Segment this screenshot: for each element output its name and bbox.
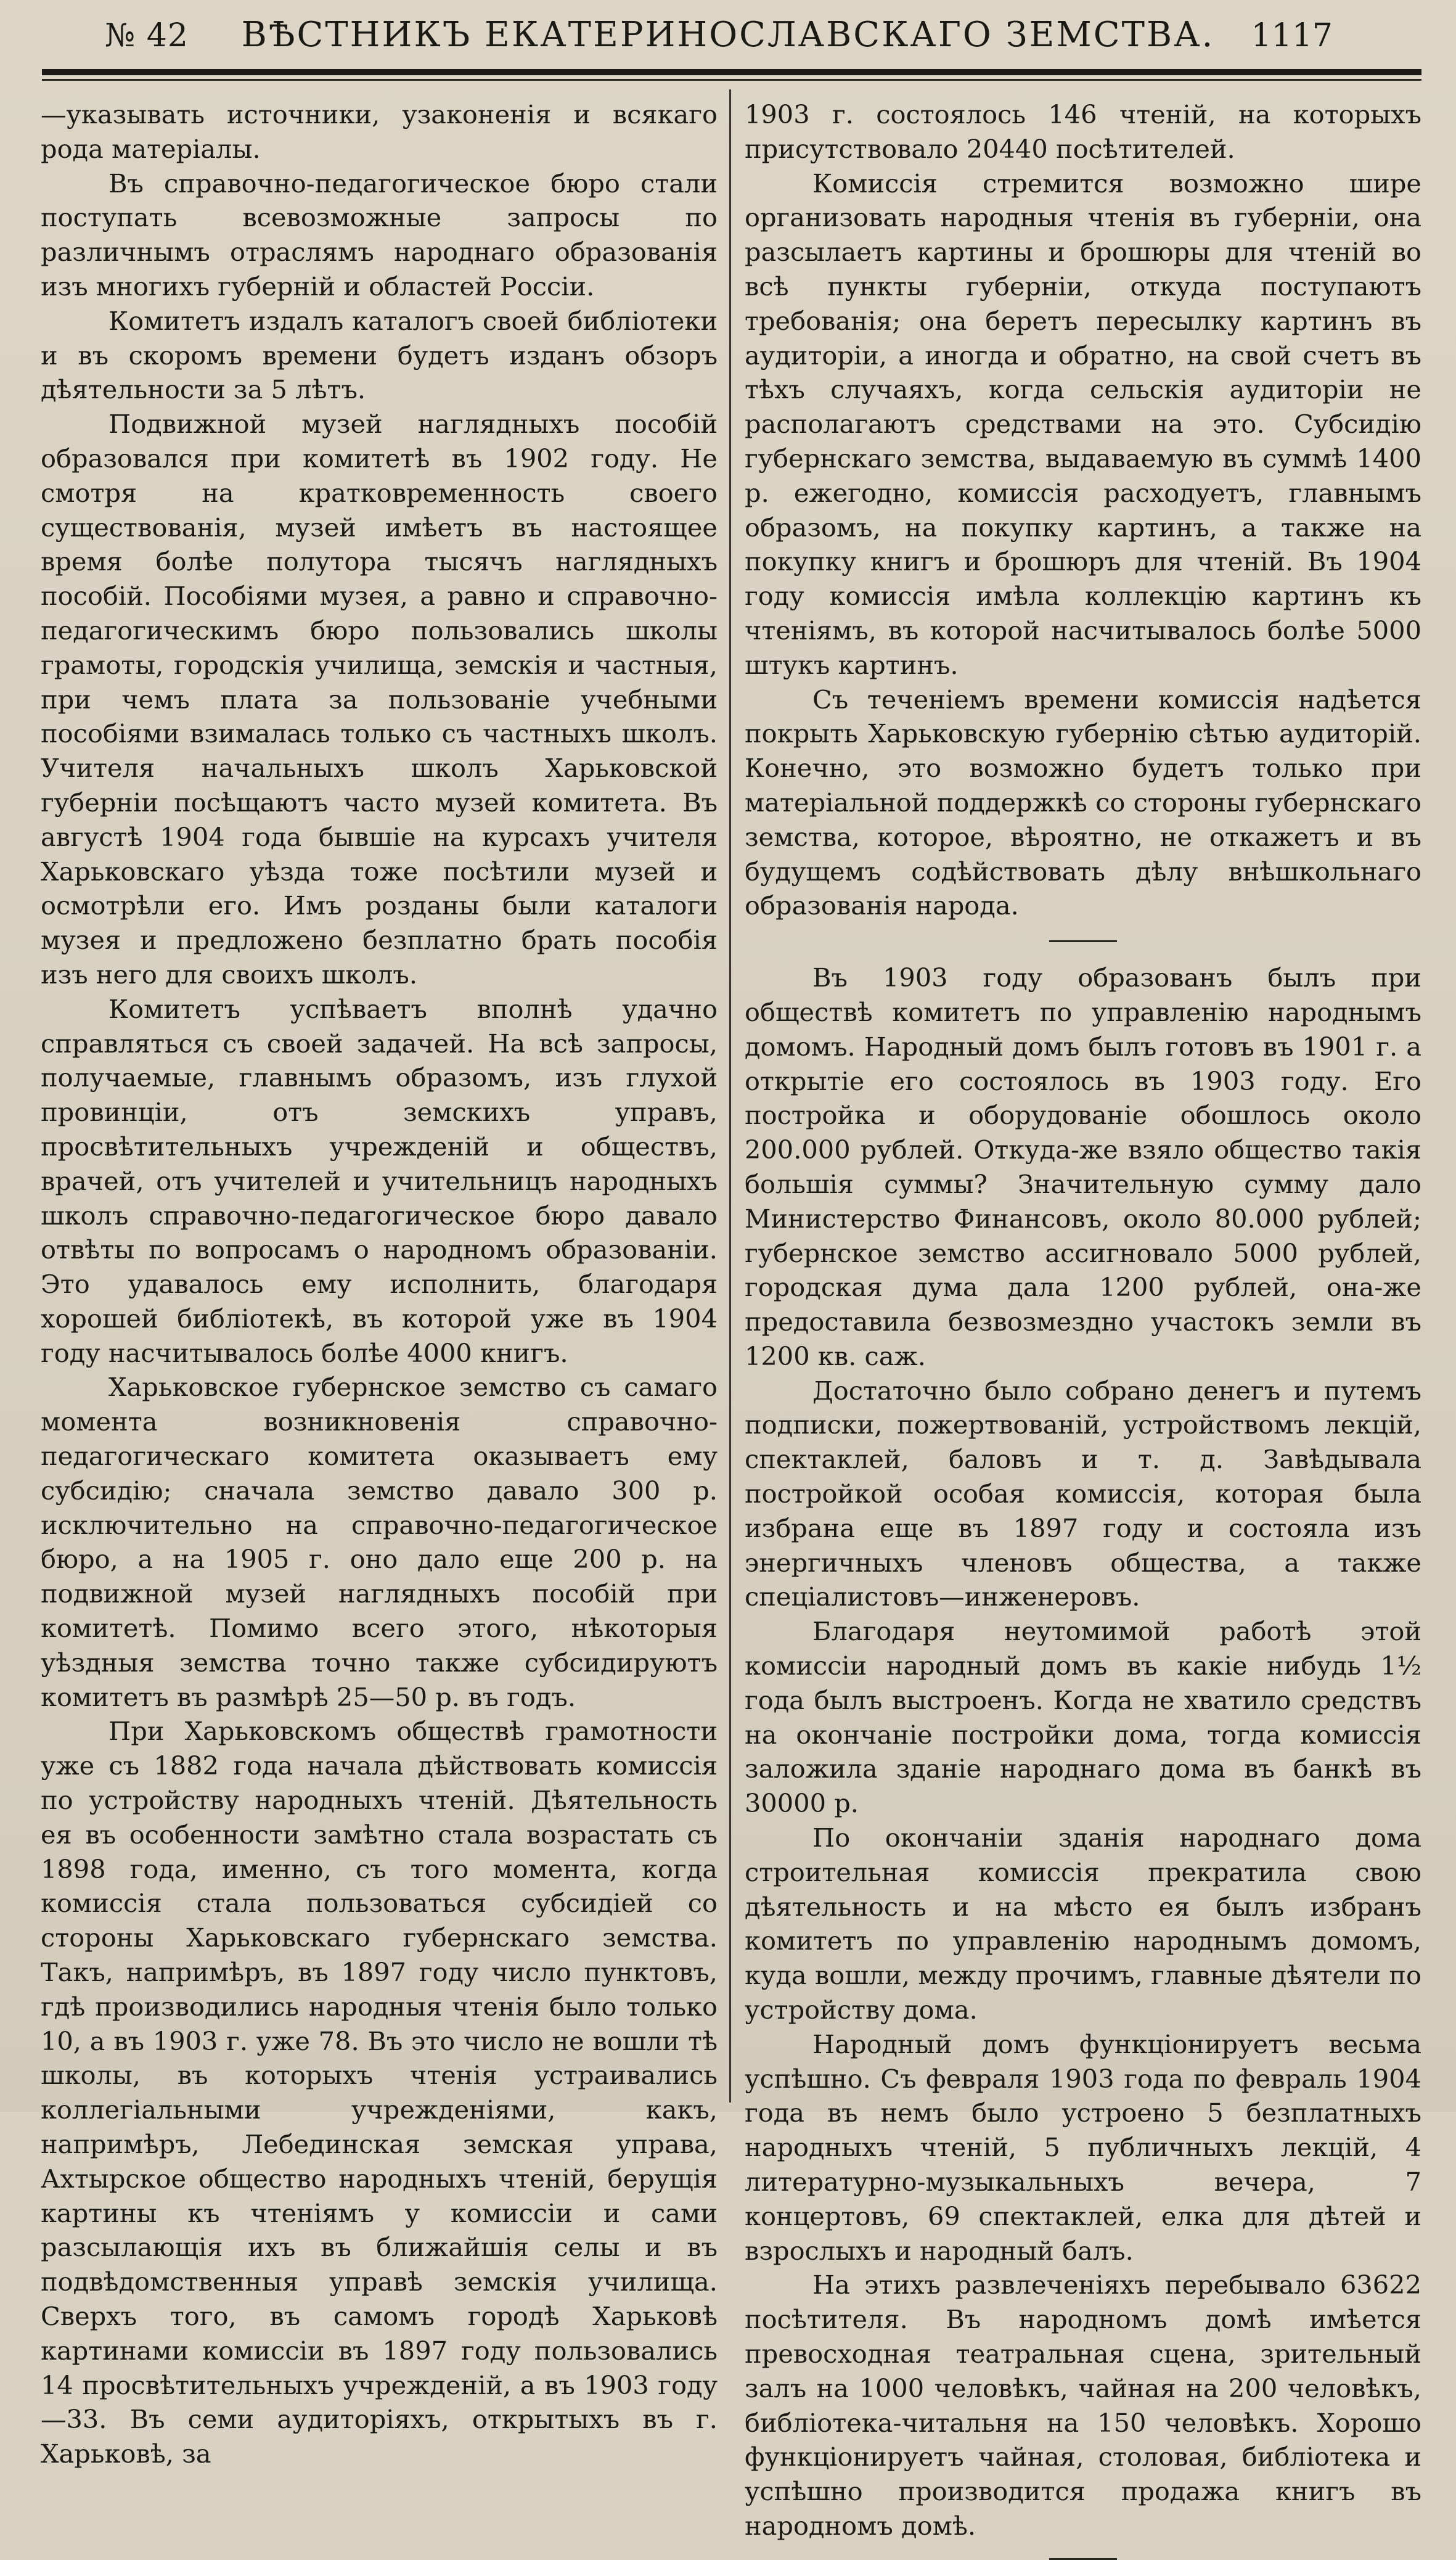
paragraph: Народный домъ функціонируетъ весьма успѣшно. Съ февраля 1903 года по февраль 1904 года въ немъ было устроено 5 безплатныхъ народныхъ чтеній, 5 публичныхъ лекцій, 4 литературно-музыкальныхъ вечера, 7 концертовъ, 69 спектаклей, елка для дѣтей и взрослыхъ и народный балъ. [745, 2029, 1421, 2266]
paragraph: На этихъ развлеченіяхъ перебывало 63622 посѣтителя. Въ народномъ домѣ имѣется превосходная театральная сцена, зрительный залъ на 1000 человѣкъ, чайная на 200 человѣкъ, библіотека-читальня на 150 человѣкъ. Хорошо функціонируетъ чайная, столовая, библіотека и успѣшно производится продажа книгъ въ народномъ домѣ. [745, 2270, 1421, 2541]
paragraph: Харьковское губернское земство съ самаго момента возникновенія справочно-педагогическаго комитета оказываетъ ему субсидію; сначала земство давало 300 р. исключительно на справочно-педагогическое бюро, а на 1905 г. оно дало еще 200 р. на подвижной музей наглядныхъ пособій при комитетѣ. Помимо всего этого, нѣкоторыя уѣздныя земства точно также субсидируютъ комитетъ въ размѣрѣ 25—50 р. въ годъ. [41, 1372, 718, 1712]
section-separator [1049, 940, 1117, 942]
paragraph: Подвижной музей наглядныхъ пособій образовался при комитетѣ въ 1902 году. Не смотря на кратковременность своего существованія, музей имѣетъ въ настоящее время болѣе полутора тысячъ наглядныхъ пособій. Пособіями музея, а равно и справочно-педагогическимъ бюро пользовались школы грамоты, городскія училища, земскія и частныя, при чемъ плата за пользованіе учебными пособіями взималась только съ частныхъ школъ. Учителя начальныхъ школъ Харьковской губерніи посѣщаютъ часто музей комитета. Въ августѣ 1904 года бывшіе на курсахъ учителя Харьковскаго уѣзда тоже посѣтили музей и осмотрѣли его. Имъ розданы были каталоги музея и предложено безплатно брать пособія изъ него для своихъ школъ. [41, 409, 718, 990]
header-rule-thick [42, 69, 1421, 75]
paragraph: Съ теченіемъ времени комиссія надѣется покрыть Харьковскую губернію сѣтью аудиторій. Конечно, это возможно будетъ только при матеріальной поддержкѣ со стороны губернскаго земства, которое, вѣроятно, не откажетъ и въ будущемъ содѣйствовать дѣлу внѣшкольнаго образованія народа. [745, 684, 1421, 921]
page-number: 1117 [1251, 17, 1333, 54]
right-column [745, 97, 1421, 2541]
paragraph: Комитетъ издалъ каталогъ своей библіотеки и въ скоромъ времени будетъ изданъ обзоръ дѣятельности за 5 лѣтъ. [41, 305, 718, 405]
left-column [41, 97, 718, 2469]
paragraph: Въ 1903 году образованъ былъ при обществѣ комитетъ по управленію народнымъ домомъ. Народный домъ былъ готовъ въ 1901 г. а открытіе его состоялось въ 1903 году. Его постройка и оборудованіе обошлось около 200.000 рублей. Откуда-же взяло общество такія большія суммы? Значительную сумму дало Министерство Финансовъ, около 80.000 рублей; губернское земство ассигновало 5000 рублей, городская дума дала 1200 рублей, она-же предоставила безвозмездно участокъ земли въ 1200 кв. саж. [745, 962, 1421, 1371]
paragraph: Въ справочно-педагогическое бюро стали поступать всевозможные запросы по различнымъ отраслямъ народнаго образованія изъ многихъ губерній и областей Россіи. [41, 168, 718, 302]
paragraph: Комитетъ успѣваетъ вполнѣ удачно справляться съ своей задачей. На всѣ запросы, получаемые, главнымъ образомъ, изъ глухой провинціи, отъ земскихъ управъ, просвѣтительныхъ учрежденій и обществъ, врачей, отъ учителей и учительницъ народныхъ школъ справочно-педагогическое бюро давало отвѣты по вопросамъ о народномъ образованіи. Это удавалось ему исполнить, благодаря хорошей библіотекѣ, въ которой уже въ 1904 году насчитывалось болѣе 4000 книгъ. [41, 993, 718, 1368]
page-header [37, 6, 1419, 74]
issue-number: № 42 [105, 17, 189, 54]
end-separator [1049, 2558, 1117, 2560]
paragraph: При Харьковскомъ обществѣ грамотности уже съ 1882 года начала дѣйствовать комиссія по устройству народныхъ чтеній. Дѣятельность ея въ особенности замѣтно стала возрастать съ 1898 года, именно, съ того момента, когда комиссія стала пользоваться субсидіей со стороны Харьковскаго губернскаго земства. Такъ, напримѣръ, въ 1897 году число пунктовъ, гдѣ производились народныя чтенія было только 10, а въ 1903 г. уже 78. Въ это число не вошли тѣ школы, въ которыхъ чтенія устраивались коллегіальными учрежденіями, какъ, напримѣръ, Лебединская земская управа, Ахтырское общество народныхъ чтеній, берущія картины къ чтеніямъ у комиссіи и сами разсылающія ихъ въ ближайшія селы и въ подвѣдомственныя управѣ земскія училища. Сверхъ того, въ самомъ городѣ Харьковѣ картинами комиссіи въ 1897 году пользовались 14 просвѣтительныхъ учрежденій, а въ 1903 году—33. Въ семи аудиторіяхъ, открытыхъ въ г. Харьковѣ, за [41, 1716, 718, 2469]
header-rule-thin [42, 79, 1421, 81]
paragraph: Достаточно было собрано денегъ и путемъ подписки, пожертвованій, устройствомъ лекцій, спектаклей, баловъ и т. д. Завѣдывала постройкой особая комиссія, которая была избрана еще въ 1897 году и состояла изъ энергичныхъ членовъ общества, а также спеціалистовъ—инженеровъ. [745, 1375, 1421, 1612]
journal-title: ВѢСТНИКЪ ЕКАТЕРИНОСЛАВСКАГО ЗЕМСТВА. [241, 15, 1215, 55]
paragraph: —указывать источники, узаконенія и всякаго рода матеріалы. [41, 99, 718, 164]
column-divider [729, 89, 731, 2103]
paragraph: Благодаря неутомимой работѣ этой комиссіи народный домъ въ какіе нибудь 1½ года былъ выстроенъ. Когда не хватило средствъ на окончаніе постройки дома, тогда комиссія заложила зданіе народнаго дома въ банкѣ въ 30000 р. [745, 1616, 1421, 1819]
paragraph: 1903 г. состоялось 146 чтеній, на которыхъ присутствовало 20440 посѣтителей. [745, 99, 1421, 164]
paragraph: Комиссія стремится возможно шире организовать народныя чтенія въ губерніи, она разсылаетъ картины и брошюры для чтеній во всѣ пункты губерніи, откуда поступаютъ требованія; она беретъ пересылку картинъ въ аудиторіи, а иногда и обратно, на свой счетъ въ тѣхъ случаяхъ, когда сельскія аудиторіи не располагаютъ средствами на это. Субсидію губернскаго земства, выдаваемую въ суммѣ 1400 р. ежегодно, комиссія расходуетъ, главнымъ образомъ, на покупку картинъ, а также на покупку книгъ и брошюръ для чтеній. Въ 1904 году комиссія имѣла коллекцію картинъ къ чтеніямъ, въ которой насчитывалось болѣе 5000 штукъ картинъ. [745, 168, 1421, 680]
paragraph: По окончаніи зданія народнаго дома строительная комиссія прекратила свою дѣятельность и на мѣсто ея былъ избранъ комитетъ по управленію народнымъ домомъ, куда вошли, между прочимъ, главные дѣятели по устройству дома. [745, 1823, 1421, 2025]
